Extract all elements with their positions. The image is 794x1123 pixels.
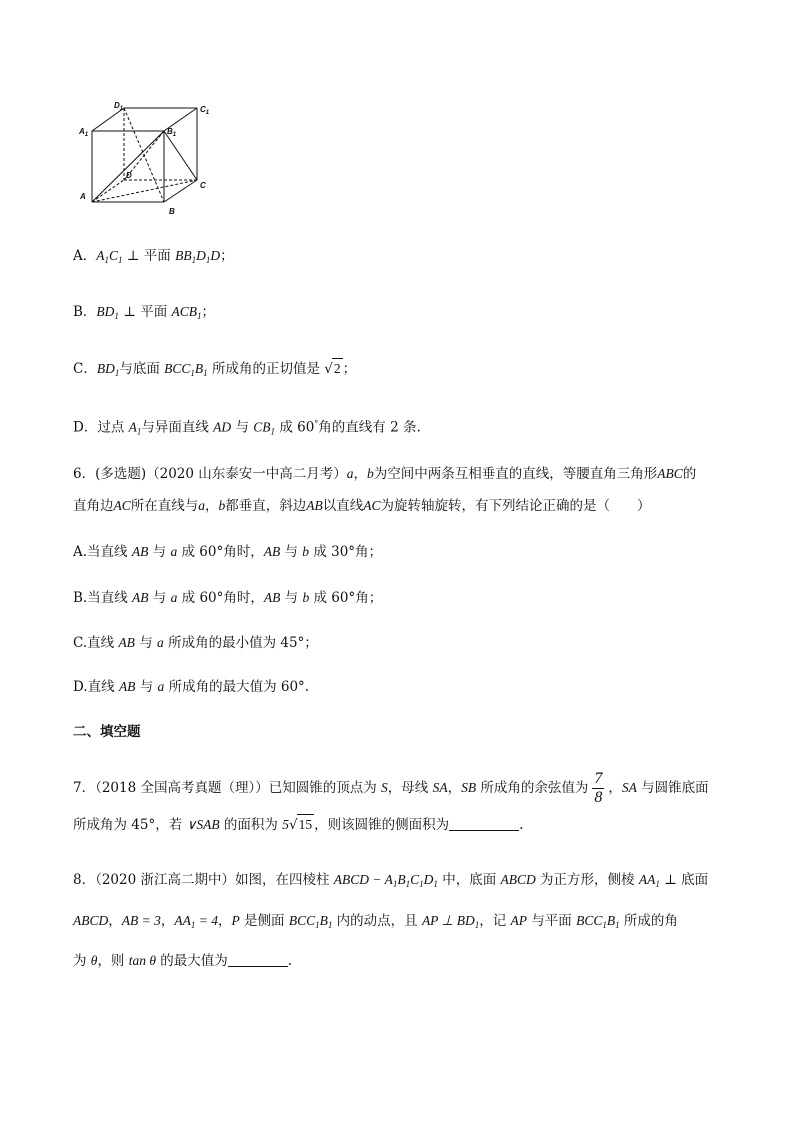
fraction-7-8: $\frac{7}{8}$ [594, 770, 603, 806]
q6-option-b: B.当直线 AB 与 a 成 60°角时，AB 与 b 成 60°角； [73, 590, 383, 606]
q5-option-a: A．$A_1C_1$ ⊥ 平面 $BB_1D_1D$； [73, 248, 234, 265]
q8-stem-line3: 为 θ，则 tan θ 的最大值为 . [73, 953, 293, 969]
q8-answer-blank[interactable] [228, 952, 288, 967]
label-C: C [200, 181, 206, 190]
q6-option-c: C.直线 AB 与 a 所成角的最小值为 45°； [73, 635, 318, 651]
q7-stem-line2: 所成角为 45°，若 ∨SAB 的面积为 5√15 ，则该圆锥的侧面积为 . [73, 814, 523, 835]
q5-option-b: B．$BD_1$ ⊥ 平面 $ACB_1$； [73, 304, 215, 321]
q5-option-d: D．过点 $A_1$与异面直线 AD 与 $CB_1$ 成 60°角的直线有 2 条. [73, 419, 421, 437]
q6-stem-line1: 6．(多选题)（2020 山东泰安一中高二月考）a，b为空间中两条互相垂直的直线，等腰直角三角形ABC的 [73, 466, 697, 482]
q8-stem-line1: 8．（2020 浙江高二期中）如图，在四棱柱 ABCD − $A_1B_1C_1D_1$ 中，底面 ABCD 为正方形，侧棱 $AA_1$ ⊥ 底面 [73, 872, 709, 889]
label-B: B [169, 207, 175, 216]
label-D: D [126, 171, 132, 180]
q8-stem-line2: ABCD，AB = 3，$AA_1 = 4$，P 是侧面 $BCC_1B_1$ 内的动点，且 AP ⊥ $BD_1$，记 AP 与平面 $BCC_1B_1$ 所成的角 [73, 913, 678, 930]
cube-figure [77, 98, 217, 218]
q5-option-c: C．$BD_1$与底面 $BCC_1B_1$ 所成角的正切值是 √2 ； [73, 358, 356, 383]
q7-stem-line1: 7．（2018 全国高考真题（理））已知圆锥的顶点为 S，母线 SA，SB 所成角的余弦值为 $\frac{7}{8}$ ，SA 与圆锥底面 [73, 770, 709, 806]
q7-answer-blank[interactable] [449, 816, 519, 831]
label-A1: $A_1$ [79, 127, 89, 138]
q6-option-a: A.当直线 AB 与 a 成 60°角时，AB 与 b 成 30°角； [73, 544, 383, 560]
q6-stem-line2: 直角边AC所在直线与a，b都垂直，斜边AB以直线AC为旋转轴旋转，有下列结论正确的是（ ） [73, 498, 651, 514]
label-B1: $B_1$ [167, 127, 177, 138]
label-D1: $D_1$ [114, 101, 124, 112]
label-C1: $C_1$ [200, 105, 210, 116]
q6-option-d: D.直线 AB 与 a 所成角的最大值为 60°. [73, 679, 310, 695]
section-fill-in-blank-heading: 二、填空题 [73, 724, 141, 740]
label-A: A [80, 192, 86, 201]
